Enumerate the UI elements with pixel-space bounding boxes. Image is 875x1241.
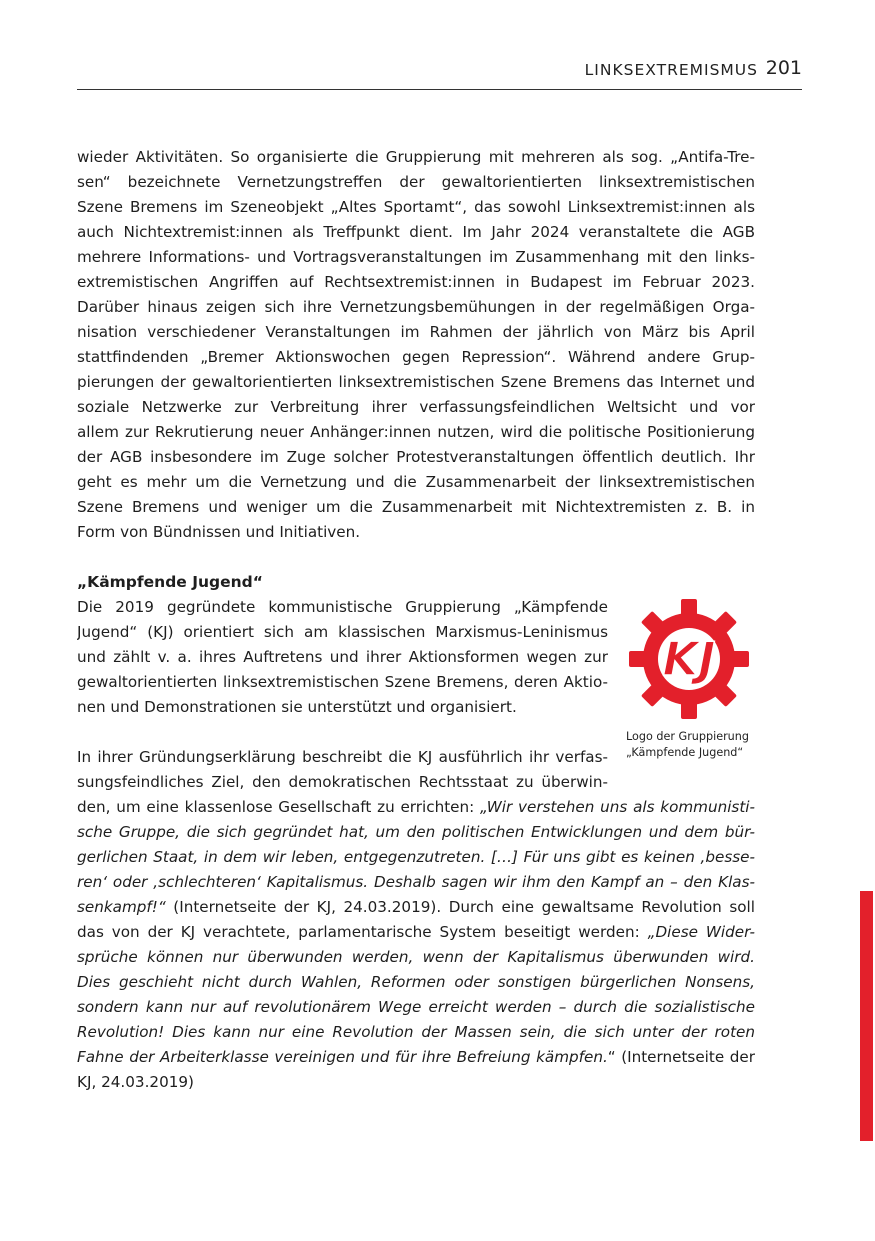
- text-line: KJ, 24.03.2019): [77, 1073, 194, 1091]
- text-line: Form von Bündnissen und Initiativen.: [77, 523, 361, 541]
- quote-run: „Diese Wider-: [647, 923, 755, 941]
- text-line: Szene Bremens im Szeneobjekt „Altes Sportamt“, das sowohl Linksextremist:innen als: [77, 198, 755, 216]
- text-run: (Internetseite der KJ, 24.03.2019). Durch eine gewaltsame Revolution soll: [165, 898, 755, 916]
- text-line: Die 2019 gegründete kommunistische Gruppierung „Kämpfende: [77, 598, 608, 616]
- text-line: [77, 1045, 755, 1070]
- kj-logo: [628, 598, 750, 720]
- running-header: [77, 56, 802, 90]
- quote-run: „Wir verstehen uns als kommunisti-: [480, 798, 755, 816]
- text-line: allem zur Rekrutierung neuer Anhänger:innen nutzen, wird die politische Positionierung: [77, 423, 755, 441]
- quote-line: ren‘ oder ‚schlechteren‘ Kapitalismus. Deshalb sagen wir ihm den Kampf an – den Klas-: [77, 873, 755, 891]
- text-line: mehrere Informations- und Vortragsveranstaltungen im Zusammenhang mit den links-: [77, 248, 755, 266]
- quote-line: sprüche können nur überwunden werden, wenn der Kapitalismus überwunden wird.: [77, 948, 755, 966]
- text-line: sen“ bezeichnete Vernetzungstreffen der gewaltorientierten linksextremistischen: [77, 173, 755, 191]
- text-line: extremistischen Angriffen auf Rechtsextremist:innen in Budapest im Februar 2023.: [77, 273, 755, 291]
- text-line: In ihrer Gründungserklärung beschreibt die KJ ausführlich ihr verfas-: [77, 748, 608, 766]
- quote-line: Dies geschieht nicht durch Wahlen, Reformen oder sonstigen bürgerlichen Nonsens,: [77, 973, 755, 991]
- quote-line: sondern kann nur auf revolutionärem Wege erreicht werden – durch die sozialistische: [77, 998, 755, 1016]
- text-run: “ (Internetseite der: [607, 1048, 755, 1066]
- text-line: nen und Demonstrationen sie unterstützt und organisiert.: [77, 698, 517, 716]
- text-line: [77, 795, 755, 820]
- quote-run: Fahne der Arbeiterklasse vereinigen und für ihre Befreiung kämpfen.: [77, 1048, 608, 1066]
- text-line: Jugend“ (KJ) orientiert sich am klassischen Marxismus-Leninismus: [77, 623, 608, 641]
- quote-line: gerlichen Staat, in dem wir leben, entgegenzutreten. […] Für uns gibt es keinen ‚besse-: [77, 848, 755, 866]
- logo-text: KJ: [662, 632, 716, 686]
- text-line: und zählt v. a. ihres Auftretens und ihrer Aktionsformen wegen zur: [77, 648, 608, 666]
- quote-line: sche Gruppe, die sich gegründet hat, um den politischen Entwicklungen und dem bür-: [77, 823, 755, 841]
- text-line: nisation verschiedener Veranstaltungen im Rahmen der jährlich von März bis April: [77, 323, 755, 341]
- text-line: Szene Bremens und weniger um die Zusammenarbeit mit Nichtextremisten z. B. in: [77, 498, 755, 516]
- quote-run: senkampf!“: [77, 898, 166, 916]
- text-line: auch Nichtextremist:innen als Treffpunkt dient. Im Jahr 2024 veranstaltete die AGB: [77, 223, 755, 241]
- section-title: LINKSEXTREMISMUS: [584, 61, 758, 79]
- text-line: pierungen der gewaltorientierten linksextremistischen Szene Bremens das Internet und: [77, 373, 755, 391]
- text-run: den, um eine klassenlose Gesellschaft zu errichten:: [77, 798, 481, 816]
- quote-line: Revolution! Dies kann nur eine Revolution der Massen sein, die sich unter der roten: [77, 1023, 755, 1041]
- text-line: sungsfeindliches Ziel, den demokratischen Rechtsstaat zu überwin-: [77, 773, 608, 791]
- text-line: soziale Netzwerke zur Verbreitung ihrer verfassungsfeindlichen Weltsicht und vor: [77, 398, 755, 416]
- text-line: stattfindenden „Bremer Aktionswochen gegen Repression“. Während andere Grup-: [77, 348, 755, 366]
- text-line: [77, 895, 755, 920]
- figure-caption-line: Logo der Gruppierung: [626, 730, 749, 743]
- chapter-tab-marker: [860, 891, 873, 1141]
- text-line: Darüber hinaus zeigen sich ihre Vernetzungsbemühungen in der regelmäßigen Orga-: [77, 298, 755, 316]
- text-line: geht es mehr um die Vernetzung und die Zusammenarbeit der linksextremistischen: [77, 473, 755, 491]
- text-run: das von der KJ verachtete, parlamentarische System beseitigt werden:: [77, 923, 648, 941]
- section-heading: „Kämpfende Jugend“: [77, 573, 263, 591]
- text-line: [77, 920, 755, 945]
- page-number: 201: [765, 57, 802, 79]
- figure-caption-line: „Kämpfende Jugend“: [626, 746, 744, 759]
- text-line: der AGB insbesondere im Zuge solcher Protestveranstaltungen öffentlich deutlich. Ihr: [77, 448, 755, 466]
- text-line: gewaltorientierten linksextremistischen Szene Bremens, deren Aktio-: [77, 673, 608, 691]
- text-line: wieder Aktivitäten. So organisierte die Gruppierung mit mehreren als sog. „Antifa-Tre-: [77, 148, 755, 166]
